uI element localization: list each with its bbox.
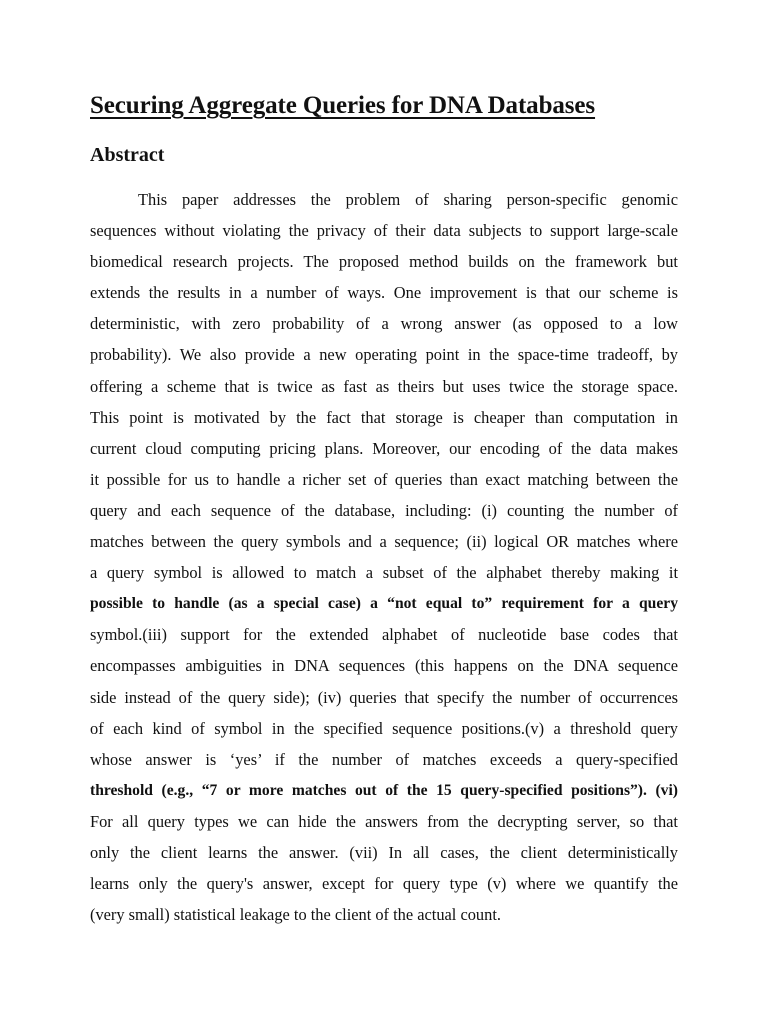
- abstract-line: only the client learns the answer. (vii) In all cases, the client deterministically: [90, 842, 678, 862]
- abstract-line: it possible for us to handle a richer set of queries than exact matching between the: [90, 469, 678, 489]
- document-title: Securing Aggregate Queries for DNA Databases: [90, 92, 596, 119]
- abstract-paragraph: [90, 184, 678, 930]
- abstract-line: For all query types we can hide the answers from the decrypting server, so that: [90, 811, 678, 831]
- abstract-line: matches between the query symbols and a sequence; (ii) logical OR matches where: [90, 532, 678, 552]
- abstract-line: biomedical research projects. The proposed method builds on the framework but: [90, 252, 678, 272]
- abstract-line: probability). We also provide a new operating point in the space-time tradeoff, by: [90, 345, 678, 365]
- abstract-line: This point is motivated by the fact that storage is cheaper than computation in: [90, 407, 678, 427]
- abstract-line: of each kind of symbol in the specified sequence positions.(v) a threshold query: [90, 718, 678, 738]
- abstract-line: possible to handle (as a special case) a “not equal to” requirement for a query: [90, 595, 678, 613]
- abstract-line: current cloud computing pricing plans. Moreover, our encoding of the data makes: [90, 438, 678, 458]
- abstract-line: symbol.(iii) support for the extended alphabet of nucleotide base codes that: [90, 625, 678, 645]
- abstract-line: (very small) statistical leakage to the client of the actual count.: [90, 905, 501, 925]
- abstract-line: threshold (e.g., “7 or more matches out of the 15 query-specified positions”). (vi): [90, 781, 678, 799]
- abstract-line: learns only the query's answer, except for query type (v) where we quantify the: [90, 874, 678, 894]
- abstract-line: encompasses ambiguities in DNA sequences (this happens on the DNA sequence: [90, 656, 678, 676]
- abstract-line: query and each sequence of the database, including: (i) counting the number of: [90, 500, 678, 520]
- abstract-line: sequences without violating the privacy of their data subjects to support large-scale: [90, 221, 678, 241]
- abstract-line: offering a scheme that is twice as fast as theirs but uses twice the storage space.: [90, 376, 678, 396]
- abstract-line: deterministic, with zero probability of a wrong answer (as opposed to a low: [90, 314, 678, 334]
- section-heading-abstract: Abstract: [90, 144, 165, 166]
- abstract-line: side instead of the query side); (iv) queries that specify the number of occurrences: [90, 687, 678, 707]
- abstract-line: extends the results in a number of ways. One improvement is that our scheme is: [90, 283, 678, 303]
- abstract-line: whose answer is ‘yes’ if the number of matches exceeds a query-specified: [90, 749, 678, 769]
- abstract-line: a query symbol is allowed to match a subset of the alphabet thereby making it: [90, 563, 678, 583]
- abstract-line: This paper addresses the problem of sharing person-specific genomic: [138, 190, 678, 209]
